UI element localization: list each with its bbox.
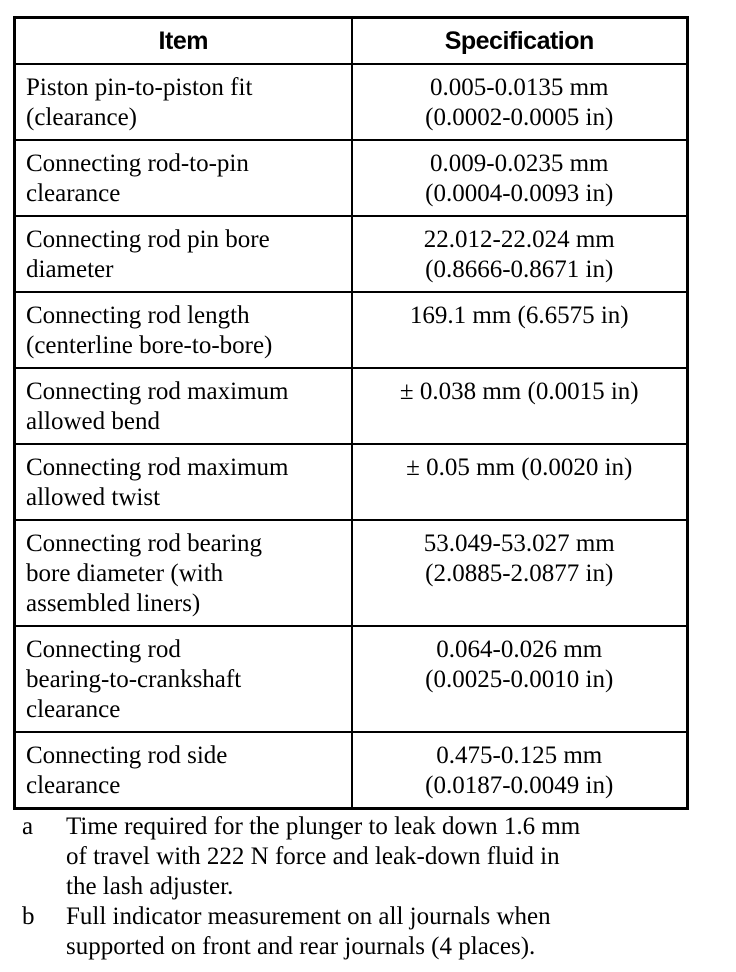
item-line: clearance (26, 180, 121, 207)
item-cell (15, 368, 352, 444)
spec-line: 53.049-53.027 mm (423, 530, 615, 557)
item-line: Connecting rod bearing (26, 530, 263, 557)
table-row (15, 292, 688, 368)
item-line: Connecting rod-to-pin (26, 150, 249, 177)
specification-table (13, 16, 689, 810)
spec-line: ± 0.05 mm (0.0020 in) (406, 454, 633, 481)
item-line: Connecting rod pin bore (26, 226, 270, 253)
table-row (15, 368, 688, 444)
item-cell (15, 520, 352, 626)
table-row (15, 626, 688, 732)
item-line: Connecting rod maximum (26, 454, 289, 481)
table-row (15, 732, 688, 809)
footnotes (22, 812, 702, 962)
spec-cell (352, 216, 688, 292)
item-line: (clearance) (26, 104, 137, 131)
item-cell (15, 444, 352, 520)
spec-line: (0.0004-0.0093 in) (425, 180, 614, 207)
item-cell (15, 140, 352, 216)
item-line: allowed twist (26, 484, 161, 511)
spec-cell (352, 444, 688, 520)
item-cell (15, 64, 352, 140)
table-row (15, 216, 688, 292)
spec-line: 0.064-0.026 mm (436, 636, 603, 663)
item-line: assembled liners) (26, 590, 201, 617)
column-header-specification: Specification (352, 18, 688, 65)
footnote-line: of travel with 222 N force and leak-down fluid in (66, 843, 560, 870)
table-header-row (15, 18, 688, 65)
item-line: clearance (26, 772, 121, 799)
spec-line: (0.8666-0.8671 in) (425, 256, 614, 283)
item-cell (15, 626, 352, 732)
table-row (15, 444, 688, 520)
spec-cell (352, 64, 688, 140)
table-row (15, 64, 688, 140)
item-cell (15, 292, 352, 368)
footnote-a (22, 812, 702, 902)
spec-line: 0.005-0.0135 mm (430, 74, 609, 101)
spec-line: 169.1 mm (6.6575 in) (409, 302, 629, 329)
spec-line: 22.012-22.024 mm (423, 226, 615, 253)
item-line: (centerline bore-to-bore) (26, 332, 273, 359)
table-row (15, 140, 688, 216)
item-line: Piston pin-to-piston fit (26, 74, 253, 101)
spec-line: (2.0885-2.0877 in) (425, 560, 614, 587)
spec-line: ± 0.038 mm (0.0015 in) (399, 378, 639, 405)
footnote-line: Full indicator measurement on all journals when (66, 903, 551, 930)
item-line: bearing-to-crankshaft (26, 666, 242, 693)
footnote-line: Time required for the plunger to leak down 1.6 mm (66, 813, 581, 840)
column-header-item: Item (15, 18, 352, 65)
spec-line: (0.0025-0.0010 in) (425, 666, 614, 693)
item-cell (15, 732, 352, 809)
item-line: Connecting rod length (26, 302, 250, 329)
spec-line: (0.0002-0.0005 in) (425, 104, 614, 131)
spec-cell (352, 626, 688, 732)
spec-line: (0.0187-0.0049 in) (425, 772, 614, 799)
item-line: diameter (26, 256, 114, 283)
footnote-line: supported on front and rear journals (4 places). (66, 933, 536, 960)
footnote-b (22, 902, 702, 962)
item-cell (15, 216, 352, 292)
table-row (15, 520, 688, 626)
spec-cell (352, 520, 688, 626)
item-line: Connecting rod (26, 636, 181, 663)
spec-cell (352, 292, 688, 368)
spec-line: 0.475-0.125 mm (436, 742, 603, 769)
footnote-line: the lash adjuster. (66, 873, 234, 900)
item-line: Connecting rod maximum (26, 378, 289, 405)
item-line: clearance (26, 696, 121, 723)
item-line: allowed bend (26, 408, 160, 435)
footnote-letter: b (22, 903, 35, 930)
spec-cell (352, 368, 688, 444)
footnote-letter: a (22, 813, 34, 840)
spec-cell (352, 140, 688, 216)
spec-cell (352, 732, 688, 809)
spec-line: 0.009-0.0235 mm (430, 150, 609, 177)
item-line: bore diameter (with (26, 560, 224, 587)
item-line: Connecting rod side (26, 742, 228, 769)
